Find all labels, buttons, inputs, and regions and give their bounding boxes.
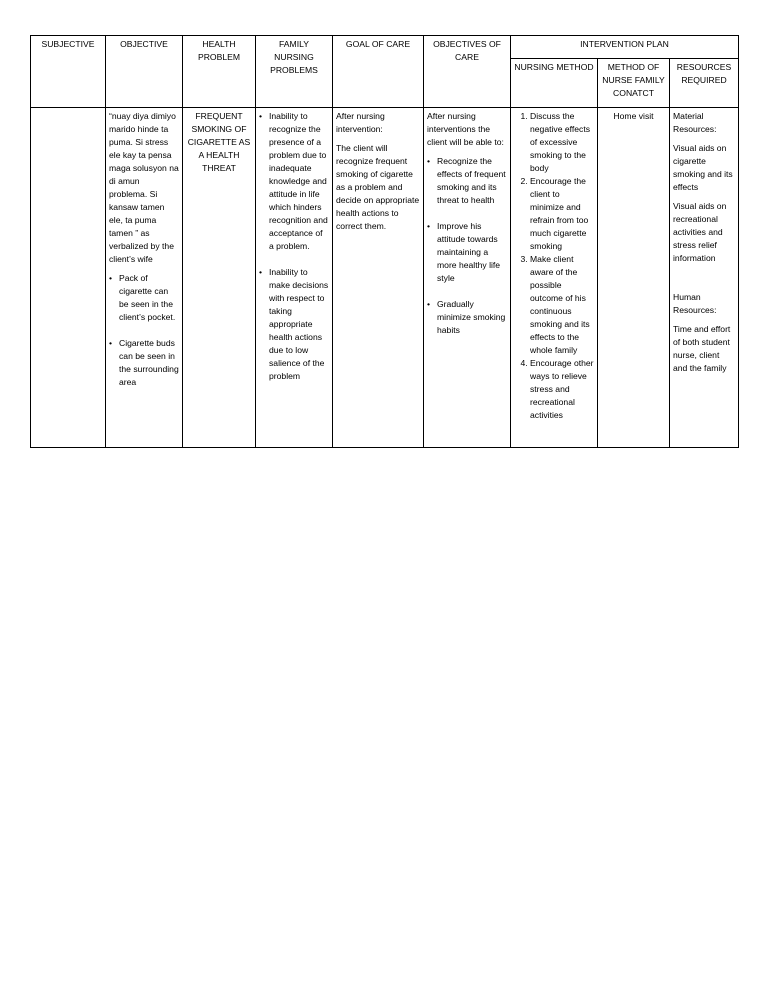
objective-quote: “nuay diya dimiyo marido hinde ta puma. Si stress ele kay ta pensa maga solusyon na di amun problema. Si kansaw tamen ele, ta puma tamen ” as verbalized by the client’s wife bbox=[109, 111, 179, 264]
header-objectives-of-care: OBJECTIVES OF CARE bbox=[424, 36, 511, 108]
list-item: • Pack of cigarette can be seen in the client’s pocket. bbox=[109, 272, 179, 324]
header-nursing-method: NURSING METHOD bbox=[511, 59, 598, 108]
material-resources-label: Material Resources: bbox=[673, 111, 717, 134]
list-item: • Recognize the effects of frequent smoking and its threat to health bbox=[427, 155, 507, 207]
header-resources-required: RESOURCES REQUIRED bbox=[670, 59, 739, 108]
table-row bbox=[31, 108, 739, 448]
goal-intro: After nursing intervention: bbox=[336, 111, 385, 134]
cell-method-of-contact: Home visit bbox=[598, 108, 670, 448]
list-item: 1. Discuss the negative effects of excessive smoking to the body bbox=[530, 110, 594, 175]
list-item: 3. Make client aware of the possible outcome of his continuous smoking and its effects to the whole family bbox=[530, 253, 594, 357]
header-intervention-plan: INTERVENTION PLAN bbox=[511, 36, 739, 59]
header-objective: OBJECTIVE bbox=[106, 36, 183, 108]
list-item: • Inability to recognize the presence of a problem due to inadequate knowledge and attitude in life which hinders recognition and acceptance of a problem. bbox=[259, 110, 329, 253]
header-family-nursing-problems: FAMILY NURSING PROBLEMS bbox=[256, 36, 333, 108]
cell-health-problem: FREQUENT SMOKING OF CIGARETTE AS A HEALTH THREAT bbox=[183, 108, 256, 448]
list-item: • Cigarette buds can be seen in the surrounding area bbox=[109, 337, 179, 389]
nursing-method-list bbox=[514, 110, 594, 422]
list-item: • Gradually minimize smoking habits bbox=[427, 298, 507, 337]
cell-goal-of-care bbox=[333, 108, 424, 448]
human-resources-text: Time and effort of both student nurse, client and the family bbox=[673, 324, 731, 373]
list-item: 4. Encourage other ways to relieve stress and recreational activities bbox=[530, 357, 594, 422]
header-row-1 bbox=[31, 36, 739, 59]
objectives-intro: After nursing interventions the client will be able to: bbox=[427, 111, 504, 147]
list-item: • Improve his attitude towards maintaining a more healthy life style bbox=[427, 220, 507, 285]
header-method-of-contact: METHOD OF NURSE FAMILY CONATCT bbox=[598, 59, 670, 108]
header-health-problem: HEALTH PROBLEM bbox=[183, 36, 256, 108]
human-resources-label: Human Resources: bbox=[673, 292, 717, 315]
list-item: 2. Encourage the client to minimize and refrain from too much cigarette smoking bbox=[530, 175, 594, 253]
objective-list bbox=[109, 272, 179, 389]
header-goal-of-care: GOAL OF CARE bbox=[333, 36, 424, 108]
nursing-care-plan-table bbox=[30, 35, 739, 448]
cell-subjective bbox=[31, 108, 106, 448]
objectives-list bbox=[427, 155, 507, 337]
cell-resources bbox=[670, 108, 739, 448]
header-subjective: SUBJECTIVE bbox=[31, 36, 106, 108]
goal-text: The client will recognize frequent smoking of cigarette as a problem and decide on appropriate health actions to correct them. bbox=[336, 143, 420, 231]
family-problems-list bbox=[259, 110, 329, 383]
cell-nursing-method bbox=[511, 108, 598, 448]
cell-objectives-of-care bbox=[424, 108, 511, 448]
material-resource-item: Visual aids on cigarette smoking and its effects bbox=[673, 143, 733, 192]
cell-family-nursing-problems bbox=[256, 108, 333, 448]
list-item: • Inability to make decisions with respect to taking appropriate health actions due to low salience of the problem bbox=[259, 266, 329, 383]
material-resource-item: Visual aids on recreational activities and stress relief information bbox=[673, 201, 727, 263]
cell-objective bbox=[106, 108, 183, 448]
